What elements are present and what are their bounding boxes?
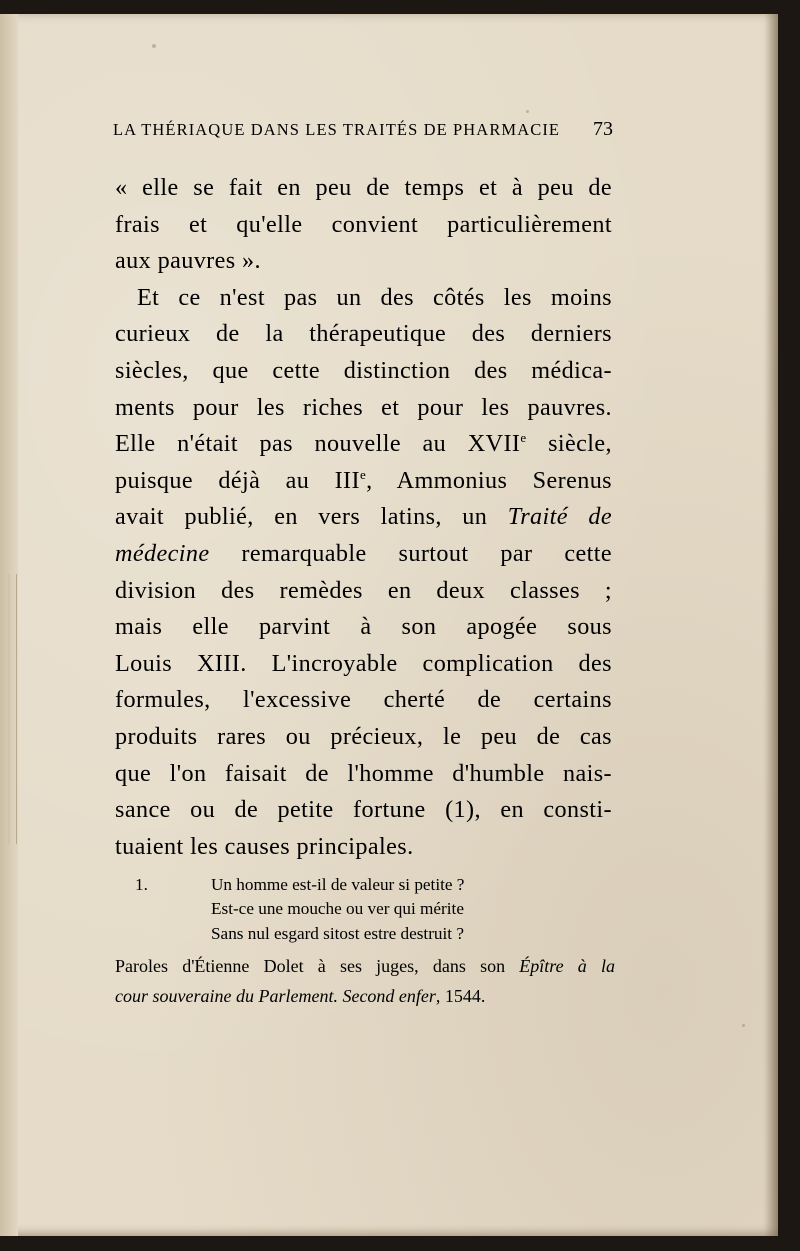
- text-line: Et ce n'est pas un des côtés les moins: [137, 283, 612, 311]
- footnote-attribution: [115, 951, 615, 1011]
- text-line: curieux de la thérapeutique des derniers: [115, 320, 612, 348]
- paper-speck: [152, 44, 156, 48]
- text-line: produits rares ou précieux, le peu de cas: [115, 722, 612, 750]
- text-line: Elle n'était pas nouvelle au XVIIe siècle,: [115, 430, 612, 458]
- text-line: siècles, que cette distinction des médica-: [115, 356, 612, 384]
- text-line: avait publié, en vers latins, un Traité de: [115, 503, 612, 531]
- text-line: ments pour les riches et pour les pauvres.: [115, 393, 612, 421]
- text-line: frais et qu'elle convient particulièrement: [115, 210, 612, 238]
- century-numeral: XVII: [467, 430, 521, 458]
- paper-speck: [742, 1024, 745, 1027]
- text-line: que l'on faisait de l'homme d'humble nais-: [115, 759, 612, 787]
- text-line: aux pauvres ».: [115, 247, 261, 275]
- verse-line: Sans nul esgard sitost estre destruit ?: [211, 923, 464, 943]
- italic-title: médecine: [115, 539, 210, 567]
- text-line: tuaient les causes principales.: [115, 832, 414, 860]
- footnote-verse: [211, 873, 464, 946]
- text-line: Louis XIII. L'incroyable complication des: [115, 649, 612, 677]
- page-edge-shadow: [764, 14, 778, 1236]
- verse-line: Est-ce une mouche ou ver qui mérite: [211, 899, 464, 919]
- italic-title: Traité de: [507, 503, 612, 531]
- text-line: formules, l'excessive cherté de certains: [115, 686, 612, 714]
- text-line: division des remèdes en deux classes ;: [115, 576, 612, 604]
- footnote-number: 1.: [135, 875, 148, 894]
- century-numeral: III: [334, 466, 360, 494]
- text-line: médecine remarquable surtout par cette: [115, 539, 612, 567]
- binding-stitch: [8, 574, 17, 844]
- attribution-line: cour souveraine du Parlement. Second enfer, 1544.: [115, 986, 486, 1006]
- running-title: LA THÉRIAQUE DANS LES TRAITÉS DE PHARMACIE: [113, 120, 561, 139]
- main-paragraphs: [115, 170, 612, 865]
- text-line: puisque déjà au IIIe, Ammonius Serenus: [115, 466, 612, 494]
- attribution-line: Paroles d'Étienne Dolet à ses juges, dans son Épître à la: [115, 956, 616, 976]
- text-line: mais elle parvint à son apogée sous: [115, 613, 612, 641]
- paper-speck: [526, 110, 529, 113]
- page-number: 73: [593, 118, 613, 140]
- text-line: « elle se fait en peu de temps et à peu de: [115, 174, 612, 201]
- text-line: sance ou de petite fortune (1), en consti-: [115, 796, 612, 824]
- running-header: [113, 118, 613, 141]
- verse-line: Un homme est-il de valeur si petite ?: [211, 875, 465, 894]
